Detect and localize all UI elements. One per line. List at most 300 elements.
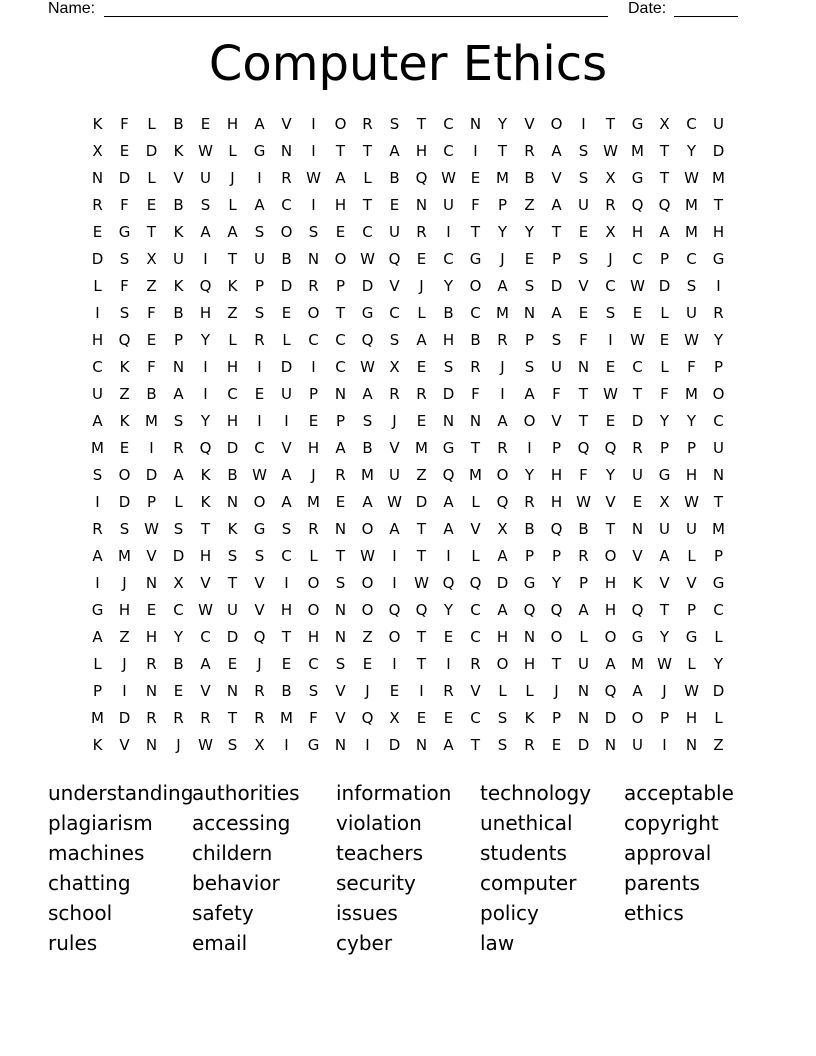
grid-letter[interactable]: L (228, 196, 237, 214)
grid-letter[interactable]: G (523, 574, 536, 592)
date-input-line[interactable] (674, 0, 738, 17)
grid-letter[interactable]: T (659, 142, 670, 160)
grid-letter[interactable]: I (257, 412, 262, 430)
grid-letter[interactable]: Y (524, 466, 535, 484)
grid-letter[interactable]: N (577, 682, 590, 700)
grid-letter[interactable]: E (308, 412, 319, 430)
grid-letter[interactable]: V (281, 439, 292, 457)
grid-letter[interactable]: O (604, 547, 617, 565)
grid-letter[interactable]: W (360, 358, 375, 376)
grid-letter[interactable]: K (173, 223, 184, 241)
grid-letter[interactable]: R (416, 385, 427, 403)
grid-letter[interactable]: E (146, 196, 157, 214)
grid-letter[interactable]: S (362, 412, 373, 430)
grid-letter[interactable]: N (523, 304, 536, 322)
grid-letter[interactable]: T (416, 115, 427, 133)
grid-letter[interactable]: Y (200, 331, 211, 349)
grid-letter[interactable]: S (308, 223, 319, 241)
grid-letter[interactable]: L (93, 655, 102, 673)
grid-letter[interactable]: J (662, 682, 667, 700)
grid-letter[interactable]: X (389, 709, 400, 727)
grid-letter[interactable]: E (416, 358, 427, 376)
grid-letter[interactable]: I (149, 439, 154, 457)
grid-letter[interactable]: G (712, 574, 725, 592)
grid-letter[interactable]: Z (146, 277, 157, 295)
grid-letter[interactable]: M (685, 196, 698, 214)
grid-letter[interactable]: R (605, 196, 616, 214)
grid-letter[interactable]: T (551, 223, 562, 241)
grid-letter[interactable]: O (631, 709, 644, 727)
grid-letter[interactable]: N (577, 358, 590, 376)
grid-letter[interactable]: C (470, 709, 481, 727)
grid-letter[interactable]: T (362, 196, 373, 214)
grid-letter[interactable]: E (551, 736, 562, 754)
grid-letter[interactable]: U (227, 601, 238, 619)
grid-letter[interactable]: O (334, 250, 347, 268)
grid-letter[interactable]: B (470, 331, 481, 349)
grid-letter[interactable]: T (659, 601, 670, 619)
grid-letter[interactable]: C (443, 142, 454, 160)
grid-letter[interactable]: I (284, 412, 289, 430)
grid-letter[interactable]: U (659, 520, 670, 538)
grid-letter[interactable]: C (632, 250, 643, 268)
grid-letter[interactable]: B (524, 520, 535, 538)
grid-letter[interactable]: W (360, 547, 375, 565)
grid-letter[interactable]: G (253, 520, 266, 538)
grid-letter[interactable]: Y (443, 601, 454, 619)
grid-letter[interactable]: T (281, 628, 292, 646)
grid-letter[interactable]: A (524, 385, 535, 403)
grid-letter[interactable]: A (389, 142, 400, 160)
grid-letter[interactable]: W (144, 520, 159, 538)
grid-letter[interactable]: A (443, 520, 454, 538)
grid-letter[interactable]: U (389, 466, 400, 484)
grid-letter[interactable]: E (632, 304, 643, 322)
grid-letter[interactable]: I (716, 277, 721, 295)
grid-letter[interactable]: Q (550, 601, 563, 619)
grid-letter[interactable]: P (497, 196, 508, 214)
grid-letter[interactable]: C (470, 628, 481, 646)
grid-letter[interactable]: Y (659, 628, 670, 646)
grid-letter[interactable]: I (311, 196, 316, 214)
grid-letter[interactable]: E (578, 223, 589, 241)
grid-letter[interactable]: G (442, 439, 455, 457)
grid-letter[interactable]: E (146, 331, 157, 349)
name-input-line[interactable] (104, 0, 608, 17)
grid-letter[interactable]: V (632, 547, 643, 565)
grid-letter[interactable]: S (686, 277, 697, 295)
grid-letter[interactable]: W (684, 169, 699, 187)
grid-letter[interactable]: K (119, 412, 130, 430)
grid-letter[interactable]: O (118, 466, 131, 484)
grid-letter[interactable]: R (254, 709, 265, 727)
grid-letter[interactable]: F (579, 331, 588, 349)
grid-letter[interactable]: S (119, 520, 130, 538)
grid-letter[interactable]: B (146, 385, 157, 403)
grid-letter[interactable]: C (335, 331, 346, 349)
grid-letter[interactable]: V (200, 682, 211, 700)
grid-letter[interactable]: R (308, 520, 319, 538)
grid-letter[interactable]: M (415, 439, 428, 457)
grid-letter[interactable]: W (684, 682, 699, 700)
grid-letter[interactable]: W (657, 655, 672, 673)
grid-letter[interactable]: D (658, 277, 671, 295)
grid-letter[interactable]: P (524, 331, 535, 349)
grid-letter[interactable]: A (200, 223, 211, 241)
grid-letter[interactable]: I (527, 439, 532, 457)
grid-letter[interactable]: V (578, 277, 589, 295)
grid-letter[interactable]: W (198, 736, 213, 754)
grid-letter[interactable]: D (118, 709, 131, 727)
grid-letter[interactable]: D (91, 250, 104, 268)
grid-letter[interactable]: Y (551, 574, 562, 592)
grid-letter[interactable]: R (173, 709, 184, 727)
grid-letter[interactable]: Y (200, 412, 211, 430)
grid-letter[interactable]: H (712, 223, 725, 241)
grid-letter[interactable]: F (471, 385, 480, 403)
grid-letter[interactable]: Q (550, 520, 563, 538)
grid-letter[interactable]: S (119, 250, 130, 268)
grid-letter[interactable]: O (604, 628, 617, 646)
grid-letter[interactable]: I (392, 547, 397, 565)
grid-letter[interactable]: E (659, 331, 670, 349)
grid-letter[interactable]: R (254, 331, 265, 349)
grid-letter[interactable]: Q (658, 196, 671, 214)
grid-letter[interactable]: B (362, 439, 373, 457)
grid-letter[interactable]: N (334, 520, 347, 538)
grid-letter[interactable]: U (389, 223, 400, 241)
grid-letter[interactable]: H (523, 655, 536, 673)
grid-letter[interactable]: N (334, 601, 347, 619)
grid-letter[interactable]: G (631, 169, 644, 187)
grid-letter[interactable]: L (174, 493, 183, 511)
grid-letter[interactable]: L (147, 115, 156, 133)
grid-letter[interactable]: W (198, 601, 213, 619)
grid-letter[interactable]: F (660, 385, 669, 403)
grid-letter[interactable]: I (203, 250, 208, 268)
grid-letter[interactable]: Q (496, 493, 509, 511)
grid-letter[interactable]: Q (253, 628, 266, 646)
grid-letter[interactable]: T (227, 709, 238, 727)
grid-letter[interactable]: T (659, 169, 670, 187)
grid-letter[interactable]: G (631, 628, 644, 646)
grid-letter[interactable]: T (227, 574, 238, 592)
grid-letter[interactable]: F (471, 196, 480, 214)
grid-letter[interactable]: A (362, 385, 373, 403)
grid-letter[interactable]: C (362, 223, 373, 241)
grid-letter[interactable]: M (361, 466, 374, 484)
grid-letter[interactable]: L (525, 682, 534, 700)
grid-letter[interactable]: I (311, 142, 316, 160)
grid-letter[interactable]: R (497, 331, 508, 349)
grid-letter[interactable]: Y (497, 115, 508, 133)
grid-letter[interactable]: N (334, 385, 347, 403)
grid-letter[interactable]: H (280, 601, 293, 619)
grid-letter[interactable]: I (311, 115, 316, 133)
grid-letter[interactable]: B (173, 304, 184, 322)
grid-letter[interactable]: V (200, 574, 211, 592)
grid-letter[interactable]: R (254, 682, 265, 700)
grid-letter[interactable]: I (122, 682, 127, 700)
grid-letter[interactable]: O (307, 304, 320, 322)
grid-letter[interactable]: O (253, 493, 266, 511)
grid-letter[interactable]: R (713, 304, 724, 322)
grid-letter[interactable]: O (361, 574, 374, 592)
grid-letter[interactable]: K (227, 277, 238, 295)
grid-letter[interactable]: R (524, 736, 535, 754)
grid-letter[interactable]: R (281, 169, 292, 187)
grid-letter[interactable]: X (497, 520, 508, 538)
grid-letter[interactable]: Q (604, 682, 617, 700)
grid-letter[interactable]: B (173, 115, 184, 133)
grid-letter[interactable]: A (443, 493, 454, 511)
grid-letter[interactable]: Q (199, 439, 212, 457)
grid-letter[interactable]: A (659, 547, 670, 565)
grid-letter[interactable]: S (254, 547, 265, 565)
grid-letter[interactable]: S (524, 277, 535, 295)
grid-letter[interactable]: R (470, 655, 481, 673)
grid-letter[interactable]: V (335, 709, 346, 727)
grid-letter[interactable]: A (605, 655, 616, 673)
grid-letter[interactable]: M (145, 412, 158, 430)
grid-letter[interactable]: O (334, 115, 347, 133)
grid-letter[interactable]: I (392, 574, 397, 592)
grid-letter[interactable]: K (632, 574, 643, 592)
grid-letter[interactable]: T (416, 628, 427, 646)
grid-letter[interactable]: E (443, 628, 454, 646)
grid-letter[interactable]: S (281, 520, 292, 538)
grid-letter[interactable]: A (497, 412, 508, 430)
grid-letter[interactable]: N (307, 250, 320, 268)
grid-letter[interactable]: S (605, 304, 616, 322)
grid-letter[interactable]: D (712, 142, 725, 160)
grid-letter[interactable]: C (227, 385, 238, 403)
grid-letter[interactable]: R (524, 142, 535, 160)
grid-letter[interactable]: P (254, 277, 265, 295)
grid-letter[interactable]: Y (659, 412, 670, 430)
grid-letter[interactable]: U (686, 304, 697, 322)
grid-letter[interactable]: D (118, 493, 131, 511)
grid-letter[interactable]: U (578, 655, 589, 673)
grid-letter[interactable]: M (91, 709, 104, 727)
grid-letter[interactable]: I (284, 736, 289, 754)
grid-letter[interactable]: N (631, 520, 644, 538)
grid-letter[interactable]: Z (119, 628, 130, 646)
grid-letter[interactable]: I (365, 736, 370, 754)
grid-letter[interactable]: P (551, 250, 562, 268)
grid-letter[interactable]: D (712, 682, 725, 700)
grid-letter[interactable]: D (145, 142, 158, 160)
grid-letter[interactable]: R (308, 277, 319, 295)
grid-letter[interactable]: K (524, 709, 535, 727)
grid-letter[interactable]: H (685, 466, 698, 484)
grid-letter[interactable]: G (361, 304, 374, 322)
grid-letter[interactable]: Q (388, 601, 401, 619)
grid-letter[interactable]: W (306, 169, 321, 187)
grid-letter[interactable]: D (361, 277, 374, 295)
grid-letter[interactable]: V (146, 547, 157, 565)
grid-letter[interactable]: R (578, 547, 589, 565)
grid-letter[interactable]: J (122, 655, 127, 673)
grid-letter[interactable]: N (334, 628, 347, 646)
grid-letter[interactable]: H (442, 331, 455, 349)
grid-letter[interactable]: Y (497, 223, 508, 241)
grid-letter[interactable]: L (660, 358, 669, 376)
grid-letter[interactable]: Q (415, 169, 428, 187)
grid-letter[interactable]: N (415, 736, 428, 754)
grid-letter[interactable]: T (713, 196, 724, 214)
grid-letter[interactable]: D (172, 547, 185, 565)
grid-letter[interactable]: F (309, 709, 318, 727)
grid-letter[interactable]: O (523, 412, 536, 430)
grid-letter[interactable]: T (335, 142, 346, 160)
grid-letter[interactable]: H (604, 574, 617, 592)
grid-letter[interactable]: U (632, 736, 643, 754)
grid-letter[interactable]: J (500, 358, 505, 376)
grid-letter[interactable]: E (254, 385, 265, 403)
grid-letter[interactable]: L (498, 682, 507, 700)
grid-letter[interactable]: V (524, 115, 535, 133)
grid-letter[interactable]: A (416, 331, 427, 349)
grid-letter[interactable]: Q (442, 466, 455, 484)
grid-letter[interactable]: I (203, 358, 208, 376)
grid-letter[interactable]: A (227, 223, 238, 241)
grid-letter[interactable]: U (254, 250, 265, 268)
grid-letter[interactable]: R (146, 655, 157, 673)
grid-letter[interactable]: W (630, 331, 645, 349)
grid-letter[interactable]: C (92, 358, 103, 376)
grid-letter[interactable]: S (227, 547, 238, 565)
grid-letter[interactable]: S (200, 196, 211, 214)
grid-letter[interactable]: C (686, 115, 697, 133)
grid-letter[interactable]: N (145, 574, 158, 592)
grid-letter[interactable]: Y (713, 331, 724, 349)
grid-letter[interactable]: B (281, 250, 292, 268)
grid-letter[interactable]: Q (199, 277, 212, 295)
grid-letter[interactable]: J (392, 412, 397, 430)
grid-letter[interactable]: E (362, 655, 373, 673)
grid-letter[interactable]: M (712, 169, 725, 187)
grid-letter[interactable]: C (281, 547, 292, 565)
grid-letter[interactable]: U (200, 169, 211, 187)
grid-letter[interactable]: K (200, 466, 211, 484)
grid-letter[interactable]: E (416, 250, 427, 268)
grid-letter[interactable]: T (578, 385, 589, 403)
grid-letter[interactable]: B (524, 169, 535, 187)
grid-letter[interactable]: L (147, 169, 156, 187)
grid-letter[interactable]: U (713, 115, 724, 133)
grid-letter[interactable]: A (254, 115, 265, 133)
grid-letter[interactable]: L (579, 628, 588, 646)
grid-letter[interactable]: T (470, 736, 481, 754)
grid-letter[interactable]: W (684, 493, 699, 511)
grid-letter[interactable]: T (605, 520, 616, 538)
grid-letter[interactable]: A (281, 466, 292, 484)
grid-letter[interactable]: B (173, 655, 184, 673)
grid-letter[interactable]: N (577, 709, 590, 727)
grid-letter[interactable]: V (389, 439, 400, 457)
grid-letter[interactable]: L (687, 655, 696, 673)
grid-letter[interactable]: S (173, 412, 184, 430)
grid-letter[interactable]: M (469, 466, 482, 484)
grid-letter[interactable]: A (632, 682, 643, 700)
grid-letter[interactable]: D (118, 169, 131, 187)
grid-letter[interactable]: V (470, 520, 481, 538)
grid-letter[interactable]: T (551, 655, 562, 673)
grid-letter[interactable]: X (659, 493, 670, 511)
grid-letter[interactable]: I (392, 655, 397, 673)
grid-letter[interactable]: C (470, 304, 481, 322)
grid-letter[interactable]: C (308, 655, 319, 673)
grid-letter[interactable]: G (469, 250, 482, 268)
grid-letter[interactable]: W (360, 250, 375, 268)
grid-letter[interactable]: D (415, 493, 428, 511)
grid-letter[interactable]: U (713, 439, 724, 457)
grid-letter[interactable]: A (578, 601, 589, 619)
grid-letter[interactable]: T (146, 223, 157, 241)
grid-letter[interactable]: P (308, 385, 319, 403)
grid-letter[interactable]: Q (415, 601, 428, 619)
grid-letter[interactable]: O (361, 601, 374, 619)
grid-letter[interactable]: S (254, 304, 265, 322)
grid-letter[interactable]: I (500, 385, 505, 403)
grid-letter[interactable]: Y (524, 223, 535, 241)
grid-letter[interactable]: N (226, 493, 239, 511)
grid-letter[interactable]: I (284, 574, 289, 592)
grid-letter[interactable]: W (576, 493, 591, 511)
grid-letter[interactable]: H (118, 601, 131, 619)
grid-letter[interactable]: C (308, 331, 319, 349)
grid-letter[interactable]: O (496, 466, 509, 484)
grid-letter[interactable]: O (550, 115, 563, 133)
grid-letter[interactable]: S (308, 682, 319, 700)
grid-letter[interactable]: C (713, 601, 724, 619)
grid-letter[interactable]: E (200, 115, 211, 133)
grid-letter[interactable]: H (307, 439, 320, 457)
grid-letter[interactable]: R (92, 520, 103, 538)
grid-letter[interactable]: Q (388, 250, 401, 268)
grid-letter[interactable]: T (335, 304, 346, 322)
grid-letter[interactable]: X (173, 574, 184, 592)
grid-letter[interactable]: W (414, 574, 429, 592)
grid-letter[interactable]: R (497, 439, 508, 457)
grid-letter[interactable]: R (173, 439, 184, 457)
grid-letter[interactable]: O (307, 574, 320, 592)
grid-letter[interactable]: W (603, 385, 618, 403)
grid-letter[interactable]: E (578, 304, 589, 322)
grid-letter[interactable]: T (578, 412, 589, 430)
grid-letter[interactable]: R (92, 196, 103, 214)
grid-letter[interactable]: X (389, 358, 400, 376)
grid-letter[interactable]: I (608, 331, 613, 349)
grid-letter[interactable]: P (686, 601, 697, 619)
grid-letter[interactable]: R (146, 709, 157, 727)
grid-letter[interactable]: B (173, 196, 184, 214)
grid-letter[interactable]: W (684, 331, 699, 349)
grid-letter[interactable]: R (416, 223, 427, 241)
grid-letter[interactable]: K (92, 115, 103, 133)
grid-letter[interactable]: G (658, 466, 671, 484)
grid-letter[interactable]: G (118, 223, 131, 241)
grid-letter[interactable]: P (713, 358, 724, 376)
grid-letter[interactable]: O (388, 628, 401, 646)
grid-letter[interactable]: V (173, 169, 184, 187)
grid-letter[interactable]: R (362, 115, 373, 133)
grid-letter[interactable]: A (497, 601, 508, 619)
grid-letter[interactable]: E (416, 709, 427, 727)
grid-letter[interactable]: N (523, 628, 536, 646)
grid-letter[interactable]: T (470, 439, 481, 457)
